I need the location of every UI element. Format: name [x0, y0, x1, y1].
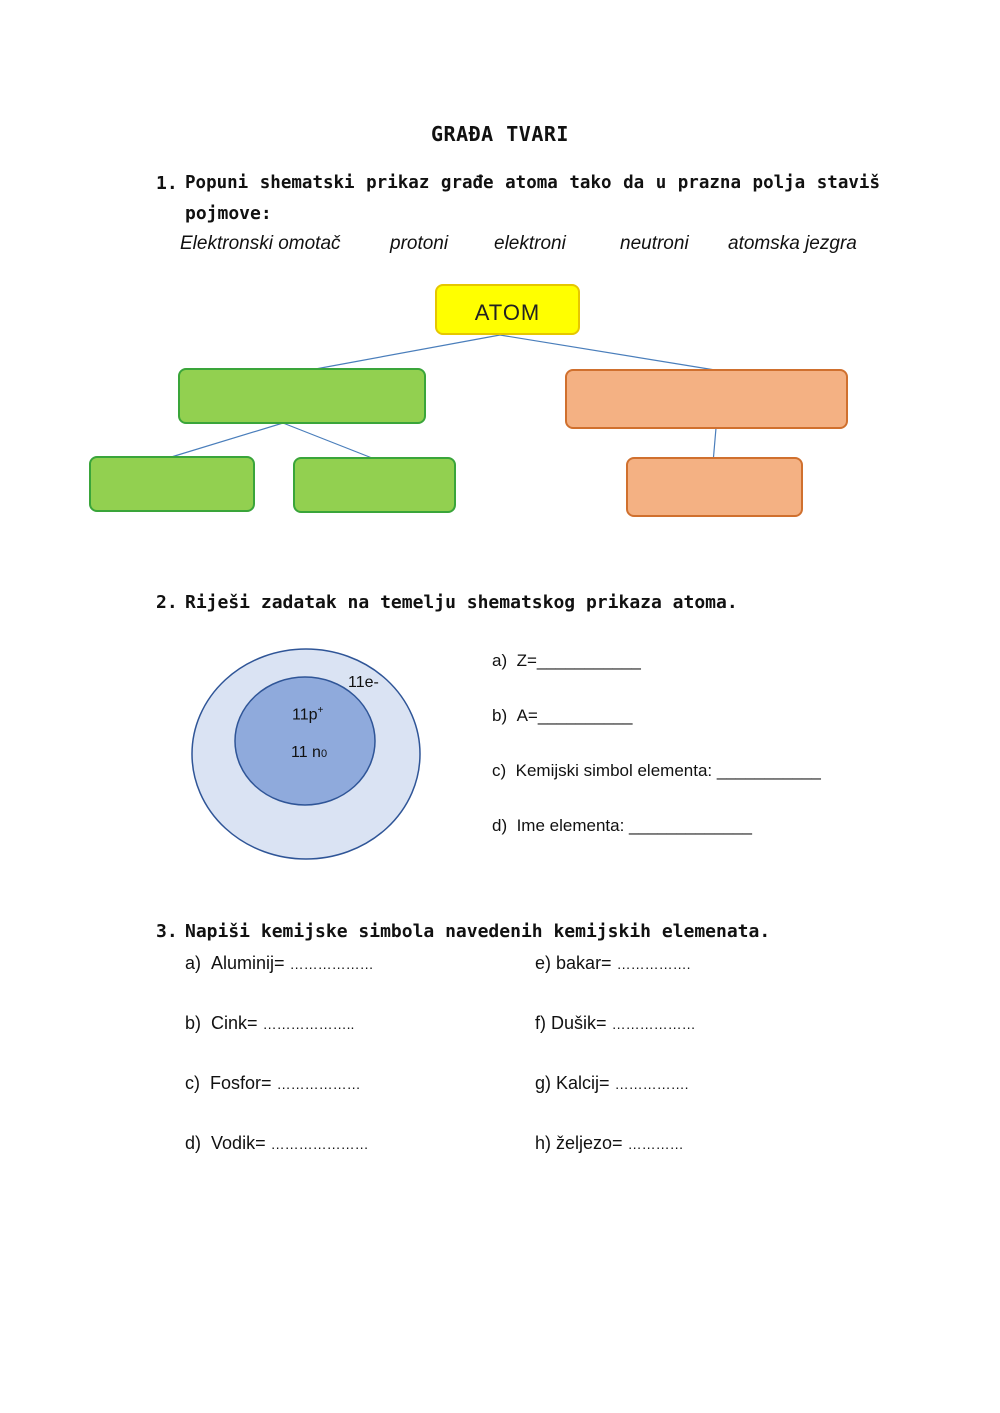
q2-item-d-text: Ime elementa:	[516, 816, 625, 835]
q3-item-h	[535, 1133, 684, 1154]
q2-item-a-label: a)	[492, 651, 508, 670]
neutron-count-label	[291, 744, 327, 762]
q1-text-line1: Popuni shematski prikaz građe atoma tako da u prazna polja staviš	[185, 173, 880, 193]
atom-root-label: ATOM	[474, 300, 541, 325]
q3-item-h-text: željezo=	[556, 1133, 623, 1153]
q3-item-h-answer[interactable]: …………	[627, 1136, 684, 1152]
blank-box-left-child1[interactable]	[89, 456, 255, 512]
q3-item-d	[185, 1133, 369, 1154]
blank-box-left-child2[interactable]	[293, 457, 456, 513]
q3-text: Napiši kemijske simbola navedenih kemijskih elemenata.	[185, 921, 771, 942]
q3-item-a-answer[interactable]: ………………	[289, 956, 374, 972]
q3-item-c-text: Fosfor=	[210, 1073, 272, 1093]
q3-item-b-answer[interactable]: ………………..	[262, 1016, 355, 1032]
term-protoni: protoni	[390, 233, 449, 254]
q2-item-a	[492, 651, 641, 671]
proton-count-label	[292, 705, 323, 724]
proton-count: 11p	[292, 706, 318, 724]
electron-count-label: 11e-	[348, 674, 379, 691]
q2-item-b-label: b)	[492, 706, 508, 725]
q2-item-a-blank[interactable]: ___________	[536, 651, 641, 670]
q2-item-c-text: Kemijski simbol elementa:	[515, 761, 713, 780]
q3-item-e	[535, 953, 690, 974]
blank-box-right-child[interactable]	[626, 457, 803, 517]
q3-item-c-label: c)	[185, 1073, 200, 1093]
proton-charge: +	[317, 705, 324, 716]
q2-item-d	[492, 816, 752, 836]
q3-item-g-answer[interactable]: …………….	[614, 1076, 689, 1092]
q2-item-b-text: A=	[516, 706, 538, 725]
q3-item-b	[185, 1013, 354, 1034]
q3-item-c-answer[interactable]: ………………	[276, 1076, 361, 1092]
q3-item-a-label: a)	[185, 953, 202, 973]
q2-number: 2.	[156, 592, 178, 613]
q2-item-d-blank[interactable]: _____________	[629, 816, 752, 835]
term-neutroni: neutroni	[620, 233, 689, 254]
q3-item-e-text: bakar=	[556, 953, 612, 973]
blank-box-right-main[interactable]	[565, 369, 848, 429]
q3-item-g-label: g)	[535, 1073, 552, 1093]
q2-item-a-text: Z=	[516, 651, 537, 670]
q3-item-f	[535, 1013, 696, 1034]
connector-left-child2	[283, 423, 372, 458]
q3-item-a	[185, 953, 374, 974]
q3-item-b-text: Cink=	[211, 1013, 258, 1033]
blank-box-left-main[interactable]	[178, 368, 426, 424]
q2-item-b-blank[interactable]: __________	[537, 706, 633, 725]
connector-left-child1	[168, 423, 283, 458]
q3-item-h-label: h)	[535, 1133, 552, 1153]
q3-item-d-text: Vodik=	[211, 1133, 266, 1153]
term-elektroni: elektroni	[494, 233, 566, 254]
neutron-charge: 0	[320, 748, 328, 760]
q2-item-c-label: c)	[492, 761, 507, 780]
q3-item-f-text: Dušik=	[551, 1013, 607, 1033]
q3-item-g	[535, 1073, 688, 1094]
connector-atom-right	[500, 335, 715, 370]
q3-item-e-label: e)	[535, 953, 552, 973]
q2-item-c-blank[interactable]: ___________	[716, 761, 821, 780]
q3-item-b-label: b)	[185, 1013, 202, 1033]
q3-item-d-label: d)	[185, 1133, 202, 1153]
term-atomska-jezgra: atomska jezgra	[728, 233, 857, 254]
q3-item-f-label: f)	[535, 1013, 546, 1033]
nucleus	[235, 677, 375, 805]
connector-atom-left	[310, 335, 500, 370]
q2-text: Riješi zadatak na temelju shematskog prikaza atoma.	[185, 592, 738, 613]
q3-item-e-answer[interactable]: …………….	[616, 956, 691, 972]
q2-item-c	[492, 761, 821, 781]
q2-item-b	[492, 706, 632, 726]
q1-text-line2: pojmove:	[185, 203, 272, 224]
page-title: GRAĐA TVARI	[431, 122, 569, 146]
q3-item-d-answer[interactable]: …………………	[270, 1136, 369, 1152]
q3-item-a-text: Aluminij=	[211, 953, 285, 973]
q3-item-f-answer[interactable]: ………………	[611, 1016, 696, 1032]
term-elektronski-omotac: Elektronski omotač	[180, 233, 341, 254]
q3-item-g-text: Kalcij=	[556, 1073, 610, 1093]
q3-number: 3.	[156, 921, 178, 942]
atom-root-box	[435, 284, 580, 335]
q2-item-d-label: d)	[492, 816, 508, 835]
neutron-count: 11 n	[291, 744, 321, 761]
q1-number: 1.	[156, 173, 178, 194]
q3-item-c	[185, 1073, 361, 1094]
